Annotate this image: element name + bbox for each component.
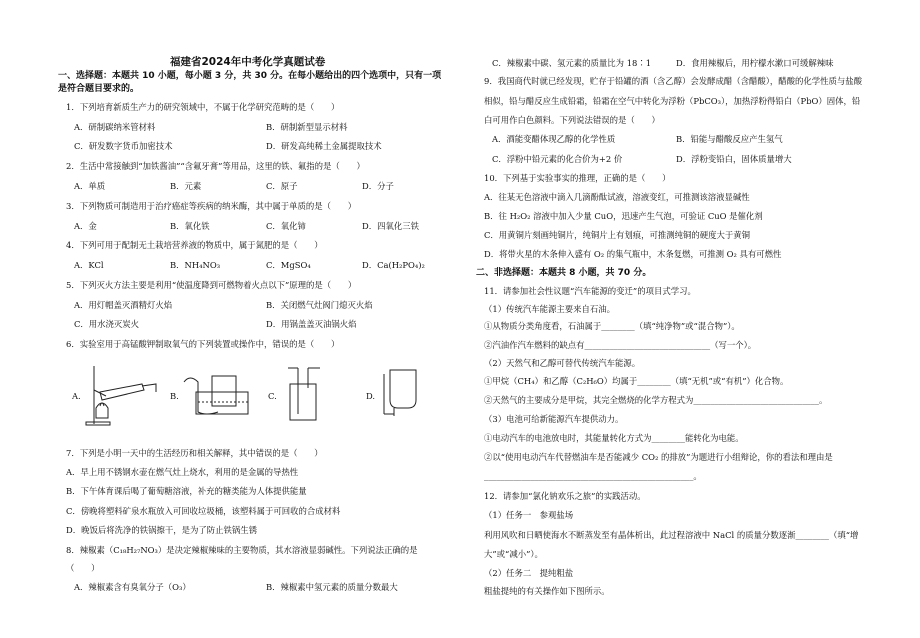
question-line: __________________________________________________。	[484, 471, 702, 481]
question-line: B．往 H₂O₂ 溶液中加入少量 CuO，迅速产生气泡，可验证 CuO 是催化剂	[484, 211, 763, 221]
question-line: （3）电池可给新能源汽车提供动力。	[484, 414, 624, 424]
question-line: 12．请参加“氯化钠欢乐之旅”的实践活动。	[484, 491, 646, 501]
question-line: （2）天然气和乙醇可替代传统汽车能源。	[484, 358, 641, 368]
question-line: 大”或“减小”）。	[484, 549, 543, 559]
option-a: A．辣椒素含有臭氧分子（O₃）	[74, 582, 191, 592]
question-line: ①从物质分类角度看，石油属于________（填“纯净物”或“混合物”）。	[484, 321, 740, 331]
exam-title: 福建省2024年中考化学真题试卷	[170, 56, 326, 68]
apparatus-inverted-bottle-icon	[380, 364, 424, 420]
question-line: 6．实验室用于高锰酸钾制取氧气的下列装置或操作中，错误的是（ ）	[66, 339, 340, 349]
option-b: B．NH₄NO₃	[170, 260, 221, 270]
question-line: ①甲烷（CH₄）和乙醇（C₂H₆O）均属于________（填“无机”或“有机”）化合物。	[484, 376, 789, 386]
question-line: （2）任务二 提纯粗盐	[484, 568, 574, 578]
question-line: 利用风吹和日晒使海水不断蒸发至有晶体析出，此过程溶液中 NaCl 的质量分数逐渐________（填“增	[484, 530, 859, 540]
question-line: 3．下列物质可制造用于治疗癌症等疾病的纳米酶，其中属于单质的是（ ）	[66, 201, 357, 211]
option-c: C．MgSO₄	[266, 260, 311, 270]
option-b: D．研发高纯稀土金属提取技术	[266, 141, 382, 151]
option-a: A．KCl	[74, 260, 104, 270]
question-line: C．傍晚将塑料矿泉水瓶放入可回收垃圾桶，该塑料属于可回收的合成材料	[66, 506, 341, 516]
figure-c-label: C.	[268, 391, 277, 401]
question-line: 相似，铅与醋反应生成铅霜，铅霜在空气中转化为浮粉（PbCO₃），加热浮粉得铅白（PbO）固体，铅	[484, 96, 861, 106]
figure-a-label: A.	[72, 391, 81, 401]
question-line: C．用黄铜片刻画纯铜片，纯铜片上有划痕，可推测纯铜的硬度大于黄铜	[484, 230, 751, 240]
question-line: 白可用作白色颜料。下列说法错误的是（ ）	[484, 115, 660, 125]
option-d: D．分子	[362, 181, 394, 191]
option-a: C．浮粉中铅元素的化合价为+2 价	[492, 154, 623, 164]
question-line: 7．下列是小明一天中的生活经历和相关解释，其中错误的是（ ）	[66, 448, 323, 458]
question-line: D．晚饭后将洗净的铁锅擦干，是为了防止铁锅生锈	[66, 525, 257, 535]
option-b: B．氧化铁	[170, 221, 210, 231]
question-line: 9．我国商代时就已经发现，贮存于铅罐的酒（含乙醇）会发酵成醋（含醋酸），醋酸的化学性质与盐酸	[484, 76, 863, 86]
section-heading: 是符合题目要求的。	[58, 84, 140, 94]
question-line: （ ）	[66, 563, 100, 573]
option-a: A．用灯帽盖灭酒精灯火焰	[74, 300, 173, 310]
question-line: 5．下列灭火方法主要是利用“使温度降到可燃物着火点以下”原理的是（ ）	[66, 280, 357, 290]
question-line: ②天然气的主要成分是甲烷，其完全燃烧的化学方程式为______________________________。	[484, 395, 828, 405]
option-b: B．关闭燃气灶阀门熄灭火焰	[266, 300, 373, 310]
option-d: D．四氧化三铁	[362, 221, 419, 231]
apparatus-gas-collection-icon	[182, 362, 254, 422]
option-a: A．酒能变醋体现乙醇的化学性质	[492, 134, 616, 144]
option-b: D．用锅盖盖灭油锅火焰	[266, 319, 357, 329]
question-line: 1．下列培育新质生产力的研究领域中，不属于化学研究范畴的是（ ）	[66, 102, 340, 112]
question-line: A．早上用不锈钢水壶在燃气灶上烧水，利用的是金属的导热性	[66, 467, 299, 477]
option-c: C．原子	[266, 181, 298, 191]
option-b: B．元素	[170, 181, 202, 191]
figure-d-label: D.	[366, 391, 376, 401]
option-d: D．Ca(H₂PO₄)₂	[362, 260, 425, 270]
option-b: B．研制新型显示材料	[266, 122, 348, 132]
question-line: （1）任务一 参观盐场	[484, 510, 574, 520]
option-b: B．辣椒素中氢元素的质量分数最大	[266, 582, 398, 592]
option-a: C．用水浇灭炭火	[74, 319, 140, 329]
question-line: ①电动汽车的电池放电时，其能量转化方式为________能转化为电能。	[484, 433, 744, 443]
question-line: A．往某无色溶液中滴入几滴酚酞试液，溶液变红，可推测该溶液显碱性	[484, 192, 750, 202]
question-line: ②汽油作汽车燃料的缺点有______________________________（写一个）。	[484, 340, 757, 350]
option-c: C．氧化铈	[266, 221, 306, 231]
question-line: （1）传统汽车能源主要来自石油。	[484, 304, 615, 314]
question-line: 11．请参加社会性议题“汽车能源的变迁”的项目式学习。	[484, 286, 696, 296]
question-line: 2．生活中常接触到“加铁酱油”“含氟牙膏”等用品，这里的铁、氟指的是（ ）	[66, 161, 365, 171]
option-a: A．金	[74, 221, 97, 231]
section-heading: 二、非选择题：本题共 8 小题，共 70 分。	[476, 268, 652, 278]
section-heading: 一、选择题：本题共 10 小题，每小题 3 分，共 30 分。在每小题给出的四个选项中，只有一项	[58, 71, 442, 81]
question-line: ②以“使用电动汽车代替燃油车是否能减少 CO₂ 的排放”为题进行小组辩论，你的看法和理由是	[484, 452, 833, 462]
option-a: A．研制碳纳米管材料	[74, 122, 156, 132]
option-b: D．浮粉变铅白，固体质量增大	[676, 154, 792, 164]
apparatus-gas-bottle-icon	[282, 364, 326, 424]
question-line: 粗盐提纯的有关操作如下图所示。	[484, 586, 610, 596]
option-a: C．研发数字货币加密技术	[74, 141, 173, 151]
option-a: A．单质	[74, 181, 106, 191]
option-b: D．食用辣椒后，用柠檬水漱口可缓解辣味	[676, 58, 834, 68]
figure-b-label: B.	[170, 391, 179, 401]
question-line: 8．辣椒素（C₁₈H₂₇NO₃）是决定辣椒辣味的主要物质，其水溶液显弱碱性。下列说法正确的是	[66, 545, 418, 555]
question-line: B．下午体育课后喝了葡萄糖溶液，补充的糖类能为人体提供能量	[66, 486, 307, 496]
option-b: B．铅能与醋酸反应产生氢气	[676, 134, 783, 144]
option-a: C．辣椒素中碳、氢元素的质量比为 18∶1	[492, 58, 652, 68]
apparatus-heating-tube-icon	[84, 362, 160, 428]
question-line: 4．下列可用于配制无土栽培营养液的物质中，属于氮肥的是（ ）	[66, 240, 323, 250]
question-line: D．将带火星的木条伸入盛有 O₂ 的集气瓶中，木条复燃，可推测 O₂ 具有可燃性	[484, 249, 782, 259]
question-line: 10．下列基于实验事实的推理，正确的是（ ）	[484, 173, 671, 183]
